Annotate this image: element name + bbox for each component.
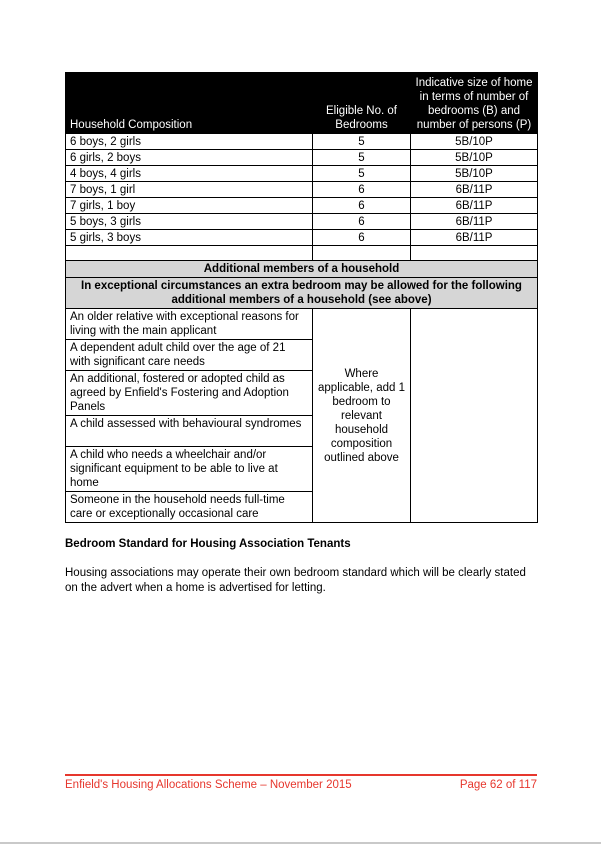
- table-row: [66, 214, 538, 230]
- table-header-row: [66, 73, 538, 134]
- empty-size-cell: [411, 309, 538, 523]
- cell-composition: 6 girls, 2 boys: [66, 150, 313, 166]
- section-heading: Bedroom Standard for Housing Association Tenants: [65, 538, 351, 550]
- bedroom-standard-table: [65, 72, 538, 523]
- col-header-indicative-size: Indicative size of home in terms of number of bedrooms (B) and number of persons (P): [411, 73, 538, 134]
- cell-composition: 6 boys, 2 girls: [66, 134, 313, 150]
- table-row: [66, 230, 538, 246]
- cell-size: 6B/11P: [411, 230, 538, 246]
- section-note: In exceptional circumstances an extra bedroom may be allowed for the following additional members of a household (see above): [66, 278, 538, 309]
- body-paragraph: Housing associations may operate their own bedroom standard which will be clearly stated on the advert when a home is advertised for letting.: [65, 567, 526, 594]
- cell-composition: 4 boys, 4 girls: [66, 166, 313, 182]
- cell-bedrooms: 5: [313, 166, 411, 182]
- additional-member-row: [66, 309, 538, 340]
- section-title: Additional members of a household: [66, 261, 538, 278]
- cell-bedrooms: 6: [313, 198, 411, 214]
- table-row: [66, 166, 538, 182]
- cell-size: 6B/11P: [411, 182, 538, 198]
- cell-size: 5B/10P: [411, 166, 538, 182]
- additional-member-text: An older relative with exceptional reasons for living with the main applicant: [66, 309, 313, 340]
- cell-bedrooms: 6: [313, 182, 411, 198]
- table-row: [66, 198, 538, 214]
- footer-document-title: Enfield's Housing Allocations Scheme – November 2015: [65, 779, 352, 791]
- additional-member-text: An additional, fostered or adopted child as agreed by Enfield's Fostering and Adoption Panels: [66, 371, 313, 416]
- page-footer: [65, 779, 537, 791]
- cell-size: 5B/10P: [411, 150, 538, 166]
- cell-bedrooms: 6: [313, 230, 411, 246]
- cell-composition: 5 boys, 3 girls: [66, 214, 313, 230]
- footer-page-number: Page 62 of 117: [459, 779, 537, 791]
- additional-member-text: A child assessed with behavioural syndromes: [66, 416, 313, 447]
- cell-composition: 5 girls, 3 boys: [66, 230, 313, 246]
- section-note-row: [66, 278, 538, 309]
- empty-spacer-row: [66, 246, 538, 261]
- additional-member-text: Someone in the household needs full-time care or exceptionally occasional care: [66, 492, 313, 523]
- col-header-eligible-bedrooms: Eligible No. of Bedrooms: [313, 73, 411, 134]
- table-row: [66, 150, 538, 166]
- table-row: [66, 182, 538, 198]
- additional-member-text: A dependent adult child over the age of 21 with significant care needs: [66, 340, 313, 371]
- footer-divider: [65, 774, 537, 776]
- cell-size: 6B/11P: [411, 198, 538, 214]
- cell-composition: 7 boys, 1 girl: [66, 182, 313, 198]
- cell-size: 6B/11P: [411, 214, 538, 230]
- section-title-row: [66, 261, 538, 278]
- page-bottom-edge: [0, 842, 601, 844]
- col-header-household-composition: Household Composition: [66, 73, 313, 134]
- cell-bedrooms: 5: [313, 150, 411, 166]
- cell-bedrooms: 6: [313, 214, 411, 230]
- additional-member-text: A child who needs a wheelchair and/or significant equipment to be able to live at home: [66, 447, 313, 492]
- additional-bedroom-note: Where applicable, add 1 bedroom to relevant household composition outlined above: [313, 309, 411, 523]
- cell-composition: 7 girls, 1 boy: [66, 198, 313, 214]
- table-row: [66, 134, 538, 150]
- cell-bedrooms: 5: [313, 134, 411, 150]
- cell-size: 5B/10P: [411, 134, 538, 150]
